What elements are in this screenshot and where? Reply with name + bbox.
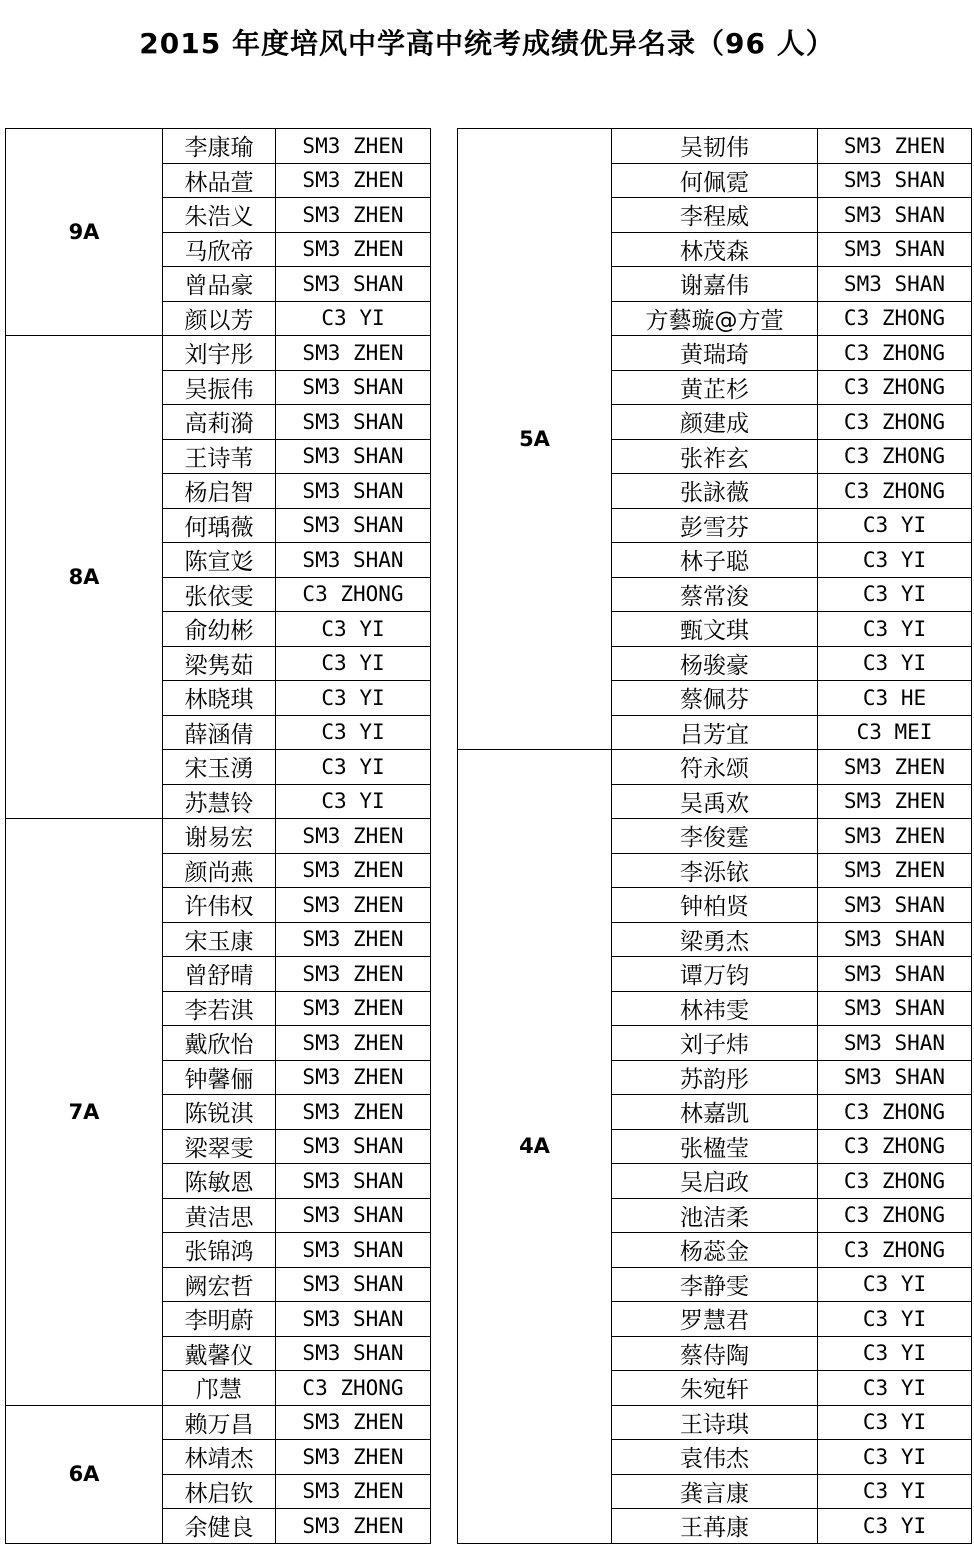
student-name: 邝慧 (163, 1371, 276, 1406)
student-result: C3 MEI (818, 715, 972, 750)
student-name: 吴禹欢 (612, 784, 818, 819)
student-result: C3 YI (818, 508, 972, 543)
student-result: SM3 ZHEN (276, 1095, 431, 1130)
student-name: 曾舒晴 (163, 957, 276, 992)
student-name: 蔡侍陶 (612, 1336, 818, 1371)
student-result: SM3 SHAN (276, 1129, 431, 1164)
student-name: 苏韵彤 (612, 1060, 818, 1095)
student-name: 梁隽茹 (163, 646, 276, 681)
student-result: SM3 ZHEN (818, 784, 972, 819)
student-result: C3 ZHONG (818, 370, 972, 405)
student-name: 林启钦 (163, 1474, 276, 1509)
student-name: 张詠薇 (612, 474, 818, 509)
student-name: 谢嘉伟 (612, 267, 818, 302)
student-name: 宋玉康 (163, 922, 276, 957)
student-result: SM3 SHAN (276, 405, 431, 440)
student-result: C3 YI (276, 715, 431, 750)
student-result: C3 YI (818, 1371, 972, 1406)
student-result: SM3 SHAN (818, 888, 972, 923)
student-result: C3 ZHONG (818, 1129, 972, 1164)
student-name: 张锦鸿 (163, 1233, 276, 1268)
student-result: SM3 SHAN (818, 232, 972, 267)
class-label: 4A (458, 750, 612, 1544)
student-result: C3 YI (818, 543, 972, 578)
student-result: SM3 SHAN (818, 922, 972, 957)
student-name: 杨蕊金 (612, 1233, 818, 1268)
student-name: 曾品豪 (163, 267, 276, 302)
student-result: SM3 ZHEN (276, 336, 431, 371)
student-result: SM3 ZHEN (276, 1060, 431, 1095)
class-label: 7A (6, 819, 163, 1406)
student-name: 王诗苇 (163, 439, 276, 474)
student-name: 何佩霓 (612, 163, 818, 198)
student-result: SM3 ZHEN (818, 819, 972, 854)
student-result: C3 YI (276, 681, 431, 716)
student-name: 池洁柔 (612, 1198, 818, 1233)
student-result: C3 ZHONG (818, 405, 972, 440)
student-name: 蔡佩芬 (612, 681, 818, 716)
student-result: C3 YI (276, 784, 431, 819)
student-result: SM3 SHAN (276, 370, 431, 405)
student-result: SM3 SHAN (818, 198, 972, 233)
student-result: SM3 SHAN (276, 439, 431, 474)
student-result: SM3 ZHEN (276, 957, 431, 992)
results-table-right (457, 128, 972, 1544)
student-name: 梁勇杰 (612, 922, 818, 957)
student-result: SM3 SHAN (276, 1267, 431, 1302)
student-name: 吕芳宜 (612, 715, 818, 750)
student-name: 黄瑞琦 (612, 336, 818, 371)
table-row (6, 336, 431, 371)
student-result: C3 YI (276, 301, 431, 336)
student-result: SM3 ZHEN (276, 1440, 431, 1475)
student-name: 俞幼彬 (163, 612, 276, 647)
student-name: 林子聪 (612, 543, 818, 578)
student-name: 刘子炜 (612, 1026, 818, 1061)
student-result: SM3 ZHEN (818, 129, 972, 164)
student-name: 刘宇彤 (163, 336, 276, 371)
student-result: SM3 SHAN (276, 543, 431, 578)
student-result: C3 ZHONG (818, 301, 972, 336)
table-row (6, 129, 431, 164)
student-result: C3 YI (276, 612, 431, 647)
student-result: C3 YI (818, 612, 972, 647)
student-name: 李静雯 (612, 1267, 818, 1302)
student-name: 林祎雯 (612, 991, 818, 1026)
student-name: 宋玉湧 (163, 750, 276, 785)
table-row (6, 1405, 431, 1440)
student-name: 王诗琪 (612, 1405, 818, 1440)
table-row (6, 819, 431, 854)
student-name: 甄文琪 (612, 612, 818, 647)
student-name: 李程威 (612, 198, 818, 233)
student-name: 朱宛轩 (612, 1371, 818, 1406)
student-result: C3 HE (818, 681, 972, 716)
student-result: C3 ZHONG (818, 1095, 972, 1130)
student-name: 梁翠雯 (163, 1129, 276, 1164)
student-name: 林靖杰 (163, 1440, 276, 1475)
student-result: SM3 SHAN (818, 991, 972, 1026)
student-name: 张楹莹 (612, 1129, 818, 1164)
student-name: 谢易宏 (163, 819, 276, 854)
student-result: SM3 SHAN (818, 163, 972, 198)
student-result: SM3 ZHEN (276, 819, 431, 854)
student-name: 林晓琪 (163, 681, 276, 716)
student-result: SM3 ZHEN (276, 1509, 431, 1544)
results-table-left (5, 128, 431, 1544)
student-name: 黄洁思 (163, 1198, 276, 1233)
student-result: C3 ZHONG (818, 1164, 972, 1199)
student-result: C3 ZHONG (818, 1198, 972, 1233)
student-name: 朱浩义 (163, 198, 276, 233)
student-name: 符永颂 (612, 750, 818, 785)
student-result: SM3 ZHEN (276, 232, 431, 267)
student-name: 钟柏贤 (612, 888, 818, 923)
student-name: 蔡常浚 (612, 577, 818, 612)
student-name: 杨启智 (163, 474, 276, 509)
student-result: C3 ZHONG (818, 1233, 972, 1268)
student-result: SM3 ZHEN (276, 163, 431, 198)
student-result: SM3 SHAN (818, 1026, 972, 1061)
student-result: SM3 ZHEN (818, 750, 972, 785)
student-result: SM3 ZHEN (276, 853, 431, 888)
student-name: 戴欣怡 (163, 1026, 276, 1061)
student-name: 李泺铱 (612, 853, 818, 888)
student-result: SM3 SHAN (276, 474, 431, 509)
student-name: 余健良 (163, 1509, 276, 1544)
student-name: 谭万钧 (612, 957, 818, 992)
student-name: 林嘉凯 (612, 1095, 818, 1130)
student-result: C3 ZHONG (818, 439, 972, 474)
student-name: 赖万昌 (163, 1405, 276, 1440)
student-name: 方藝璇@方萱 (612, 301, 818, 336)
student-result: SM3 SHAN (818, 267, 972, 302)
student-result: C3 YI (818, 1405, 972, 1440)
student-name: 颜以芳 (163, 301, 276, 336)
student-result: C3 YI (818, 1267, 972, 1302)
student-result: SM3 ZHEN (276, 991, 431, 1026)
student-result: C3 YI (276, 646, 431, 681)
page-title: 2015 年度培风中学高中统考成绩优异名录（96 人） (139, 27, 835, 60)
student-result: SM3 SHAN (276, 508, 431, 543)
student-name: 王苒康 (612, 1509, 818, 1544)
student-name: 李康瑜 (163, 129, 276, 164)
student-name: 黄芷杉 (612, 370, 818, 405)
student-name: 戴馨仪 (163, 1336, 276, 1371)
student-name: 吴振伟 (163, 370, 276, 405)
student-name: 李俊霆 (612, 819, 818, 854)
student-result: C3 YI (818, 577, 972, 612)
class-label: 8A (6, 336, 163, 819)
student-result: C3 YI (818, 1336, 972, 1371)
student-result: SM3 SHAN (276, 267, 431, 302)
student-name: 林品萱 (163, 163, 276, 198)
student-result: C3 YI (818, 1474, 972, 1509)
student-name: 陈锐淇 (163, 1095, 276, 1130)
student-result: SM3 SHAN (818, 957, 972, 992)
student-name: 袁伟杰 (612, 1440, 818, 1475)
student-result: SM3 ZHEN (276, 1026, 431, 1061)
student-result: SM3 ZHEN (276, 129, 431, 164)
student-result: SM3 SHAN (276, 1198, 431, 1233)
student-name: 阙宏哲 (163, 1267, 276, 1302)
student-result: C3 ZHONG (818, 474, 972, 509)
student-result: C3 ZHONG (276, 577, 431, 612)
student-name: 吴启政 (612, 1164, 818, 1199)
student-result: SM3 ZHEN (818, 853, 972, 888)
student-result: SM3 ZHEN (276, 888, 431, 923)
student-name: 马欣帝 (163, 232, 276, 267)
student-name: 李明蔚 (163, 1302, 276, 1337)
student-name: 龚言康 (612, 1474, 818, 1509)
student-result: C3 YI (818, 1302, 972, 1337)
student-name: 李若淇 (163, 991, 276, 1026)
class-label: 5A (458, 129, 612, 750)
student-result: SM3 ZHEN (276, 1405, 431, 1440)
student-result: C3 YI (818, 1509, 972, 1544)
student-name: 颜尚燕 (163, 853, 276, 888)
student-result: SM3 ZHEN (276, 198, 431, 233)
student-result: SM3 SHAN (276, 1302, 431, 1337)
student-result: SM3 ZHEN (276, 1474, 431, 1509)
student-name: 杨骏豪 (612, 646, 818, 681)
student-name: 罗慧君 (612, 1302, 818, 1337)
student-name: 钟馨俪 (163, 1060, 276, 1095)
student-name: 陈敏恩 (163, 1164, 276, 1199)
student-result: C3 YI (818, 646, 972, 681)
class-label: 9A (6, 129, 163, 336)
student-name: 林茂森 (612, 232, 818, 267)
table-row (458, 129, 972, 164)
student-name: 张依雯 (163, 577, 276, 612)
student-result: C3 YI (276, 750, 431, 785)
student-result: SM3 SHAN (818, 1060, 972, 1095)
student-name: 薛涵倩 (163, 715, 276, 750)
student-name: 吴韧伟 (612, 129, 818, 164)
student-name: 高莉漪 (163, 405, 276, 440)
student-name: 苏慧铃 (163, 784, 276, 819)
student-result: SM3 SHAN (276, 1336, 431, 1371)
student-name: 颜建成 (612, 405, 818, 440)
student-name: 张祚玄 (612, 439, 818, 474)
class-label: 6A (6, 1405, 163, 1543)
student-name: 彭雪芬 (612, 508, 818, 543)
student-result: C3 YI (818, 1440, 972, 1475)
student-result: SM3 SHAN (276, 1233, 431, 1268)
student-result: C3 ZHONG (818, 336, 972, 371)
student-name: 陈宣彣 (163, 543, 276, 578)
student-result: C3 ZHONG (276, 1371, 431, 1406)
student-result: SM3 ZHEN (276, 922, 431, 957)
student-name: 许伟权 (163, 888, 276, 923)
student-name: 何瑀薇 (163, 508, 276, 543)
student-result: SM3 SHAN (276, 1164, 431, 1199)
table-row (458, 750, 972, 785)
